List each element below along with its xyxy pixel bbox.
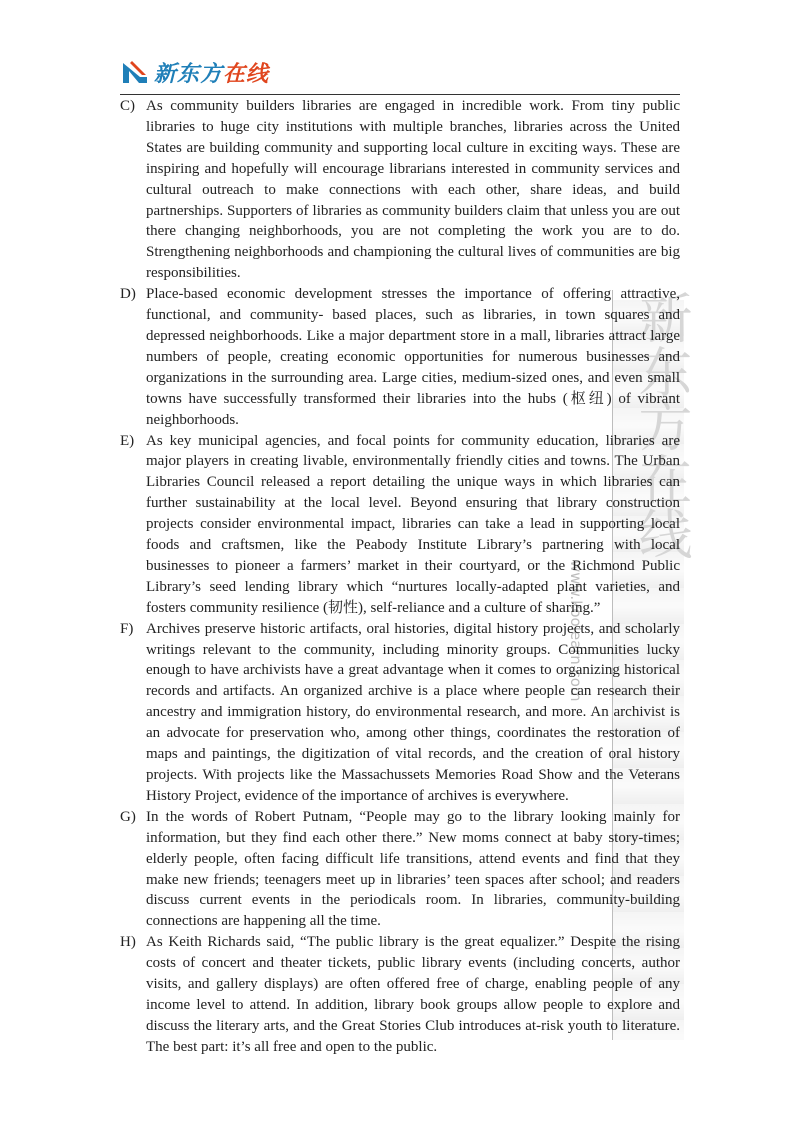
brand-name-part1: 新东方 (154, 61, 224, 87)
paragraph-marker: F) (120, 620, 134, 637)
paragraph-marker: E) (120, 432, 135, 449)
paragraph-marker: G) (120, 808, 136, 825)
paragraph-d (120, 284, 680, 430)
header-divider (120, 94, 680, 95)
paragraph-text: As community builders libraries are engaged in incredible work. From tiny public libraries to huge city institutions with multiple branches, libraries across the United States are building community and supporting local culture in exciting ways. These are inspiring and hopefully will encourage librarians interested in community services and cultural outreach to make connections with each other, share ideas, and build partnerships. Supporters of libraries as community builders claim that unless you are out there changing neighborhoods, you are not completing the work you are to do. Strengthening neighborhoods and championing the cultural lives of communities are big responsibilities. (146, 98, 680, 282)
paragraph-marker: H) (120, 934, 136, 951)
page-header (120, 54, 680, 94)
document-body (120, 96, 680, 1058)
brand-logo[interactable] (120, 54, 680, 90)
paragraph-f (120, 619, 680, 807)
paragraph-g (120, 807, 680, 932)
brand-mark-icon (120, 57, 150, 87)
brand-name-part2: 在线 (223, 61, 270, 87)
paragraph-text: As key municipal agencies, and focal points for community education, libraries are major players in creating livable, environmentally friendly cities and towns. The Urban Libraries Council released a report detailing the unique ways in which libraries can further sustainability at the local level. Beyond ensuring that library construction projects consider environmental impact, libraries can take a lead in supporting local foods and craftsmen, like the Peabody Institute Library’s partnering with local businesses to pioneer a farmers’ market in their courtyard, or the Richmond Public Library’s seed lending library which “nurtures locally-adapted plant varieties, and fosters community resilience (韧性), self-reliance and a culture of sharing.” (146, 432, 680, 616)
paragraph-h (120, 932, 680, 1057)
watermark-glyph-text: 新东方在线 (630, 290, 693, 560)
paragraph-text: As Keith Richards said, “The public library is the great equalizer.” Despite the rising costs of concert and theater tickets, public library events (including concerts, author visits, and gallery displays) are often offered free of charge, enabling people of any income level to attend. In addition, library book groups allow people to explore and discuss the literary arts, and the Great Stories Club introduces at-risk youth to literature. The best part: it’s all free and open to the public. (146, 934, 680, 1055)
brand-name (154, 57, 269, 88)
paragraph-marker: D) (120, 286, 136, 303)
paragraph-text: Archives preserve historic artifacts, oral histories, digital history projects, and scholarly writings relevant to the community, including minority groups. Communities lucky enough to have archivists have a great advantage when it comes to organizing historical records and artifacts. An organized archive is a place where people can research their ancestry and immigration history, do environmental research, and more. An archivist is an advocate for preservation who, among other things, coordinates the restoration of maps and paintings, the digitization of vital records, and the creation of oral history projects. With projects like the Massachussets Memories Road Show and the Veterans History Project, evidence of the importance of archives is everywhere. (146, 620, 680, 804)
paragraph-text: In the words of Robert Putnam, “People may go to the library looking mainly for information, but they find each other there.” New moms connect at baby story-times; elderly people, often facing difficult life transitions, attend events and find that they make new friends; teenagers meet up in libraries’ teen spaces after school; and readers discuss current events in the periodicals room. In libraries, community-building connections are happening all the time. (146, 808, 680, 930)
paragraph-e (120, 431, 680, 619)
watermark-url: www.koolearn.com (567, 560, 585, 702)
paragraph-text: Place-based economic development stresses the importance of offering attractive, functional, and community- based places, such as libraries, in town squares and depressed neighborhoods. Like a major department store in a mall, libraries attract large numbers of people, creating economic opportunities for numerous businesses and organizations in the surrounding area. Large cities, medium-sized ones, and even small towns have successfully transformed their libraries into the hubs (枢纽) of vibrant neighborhoods. (146, 286, 680, 428)
paragraph-c (120, 96, 680, 284)
paragraph-marker: C) (120, 98, 135, 114)
